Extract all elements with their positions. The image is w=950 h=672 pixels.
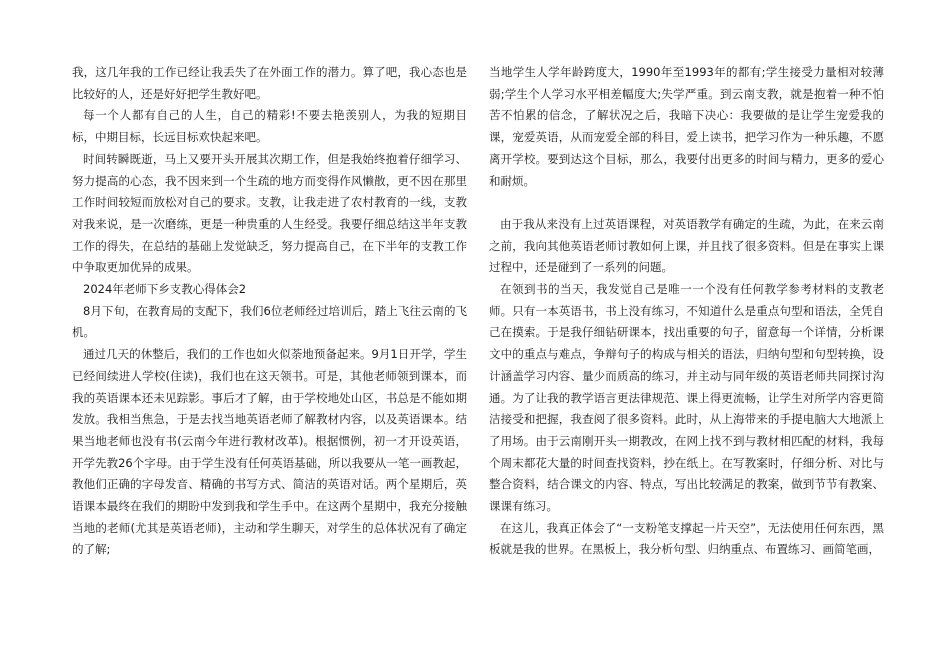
- paragraph: 通过几天的休整后，我们的工作也如火似荼地预备起来。9月1日开学，学生已经间续进人学校(住读)，我们也在这天领书。可是，其他老师领到课本，而我的英语课本还未见踪影。事后才了解，由于学校地处山区，书总是不能如期发放。我相当焦急，于是去找当地英语老师了解教材内容，以及英语课本。结果当地老师也没有书(云南今年进行教材改革)。根据惯例，初一才开设英语，开学先教26个字母。由于学生没有任何英语基础，所以我要从一笔一画教起，教他们正确的字母发音、精确的书写方式、简洁的英语对话。两个星期后，英语课本最终在我们的期盼中发到我和学生手中。在这两个星期中，我充分接触当地的老师(尤其是英语老师)，主动和学生聊天，对学生的总体状况有了确定的了解;: [72, 347, 467, 557]
- paragraph: 时间转瞬既逝，马上又要开头开展其次期工作，但是我始终抱着仔细学习、努力提高的心态，我不因来到一个生疏的地方而变得作风懒散，更不因在那里工作时间较短而放松对自己的要求。支教，让我走进了农村教育的一线，支教对我来说，是一次磨练，更是一种贵重的人生经受。我要仔细总结这半年支教工作的得失，在总结的基础上发觉缺乏，努力提高自己，在下半年的支教工作中争取更加优异的成果。: [72, 151, 467, 275]
- paragraph: 每一个人都有自己的人生，自己的精彩!不要去艳羡别人，为我的短期目标，中期目标，长远目标欢快起来吧。: [72, 108, 467, 145]
- right-text-column: [489, 62, 884, 561]
- paragraph: 8月下旬，在教育局的支配下，我们6位老师经过培训后，踏上飞往云南的飞机。: [72, 303, 467, 340]
- section-heading: 2024年老师下乡支教心得体会2: [83, 282, 247, 297]
- paragraph: 我，这几年我的工作已经让我丢失了在外面工作的潜力。算了吧，我心态也是比较好的人，还是好好把学生教好吧。: [72, 65, 467, 101]
- paragraph: 当地学生人学年龄跨度大，1990年至1993年的都有;学生接受力量相对较薄弱;学生个人学习水平相差幅度大;失学严重。到云南支教，就是抱着一种不怕苦不怕累的信念，了解状况之后，我暗下决心：我要做的是让学生宠爱我的课，宠爱英语，从而宠爱全部的科目，爱上读书，把学习作为一种乐趣，不愿离开学校。要到达这个目标，那么，我要付出更多的时间与精力，更多的爱心和耐烦。: [489, 65, 884, 188]
- paragraph: 在领到书的当天，我发觉自己是唯一一个没有任何教学参考材料的支教老师。只有一本英语书，书上没有练习，不知道什么是重点句型和语法，全凭自己在摸索。于是我仔细钻研课本，找出重要的句子，留意每一个详情，分析课文中的重点与难点，争辩句子的构成与相关的语法，归纳句型和句型转换，设计涵盖学习内容、量少而质高的练习，并主动与同年级的英语老师共同探讨沟通。为了让我的教学语言更法律规范、课上得更流畅，让学生对所学内容更简洁接受和把握，我查阅了很多资料。此时，从上海带来的手提电脑大大地派上了用场。由于云南刚开头一期教改，在网上找不到与教材相匹配的材料，我每个周末都花大量的时间查找资料，抄在纸上。在写教案时，仔细分析、对比与整合资料，结合课文的内容、特点，写出比较满足的教案，做到节节有教案、课课有练习。: [489, 282, 884, 514]
- paragraph: 由于我从来没有上过英语课程，对英语教学有确定的生疏，为此，在来云南之前，我向其他英语老师讨教如何上课，并且找了很多资料。但是在事实上课过程中，还是碰到了一系列的问题。: [489, 216, 884, 275]
- left-text-column: [72, 62, 467, 561]
- paragraph: 在这儿，我真正体会了“一支粉笔支撑起一片天空”，无法使用任何东西，黑板就是我的世界。在黑板上，我分析句型、归纳重点、布置练习、画简笔画，: [489, 520, 884, 557]
